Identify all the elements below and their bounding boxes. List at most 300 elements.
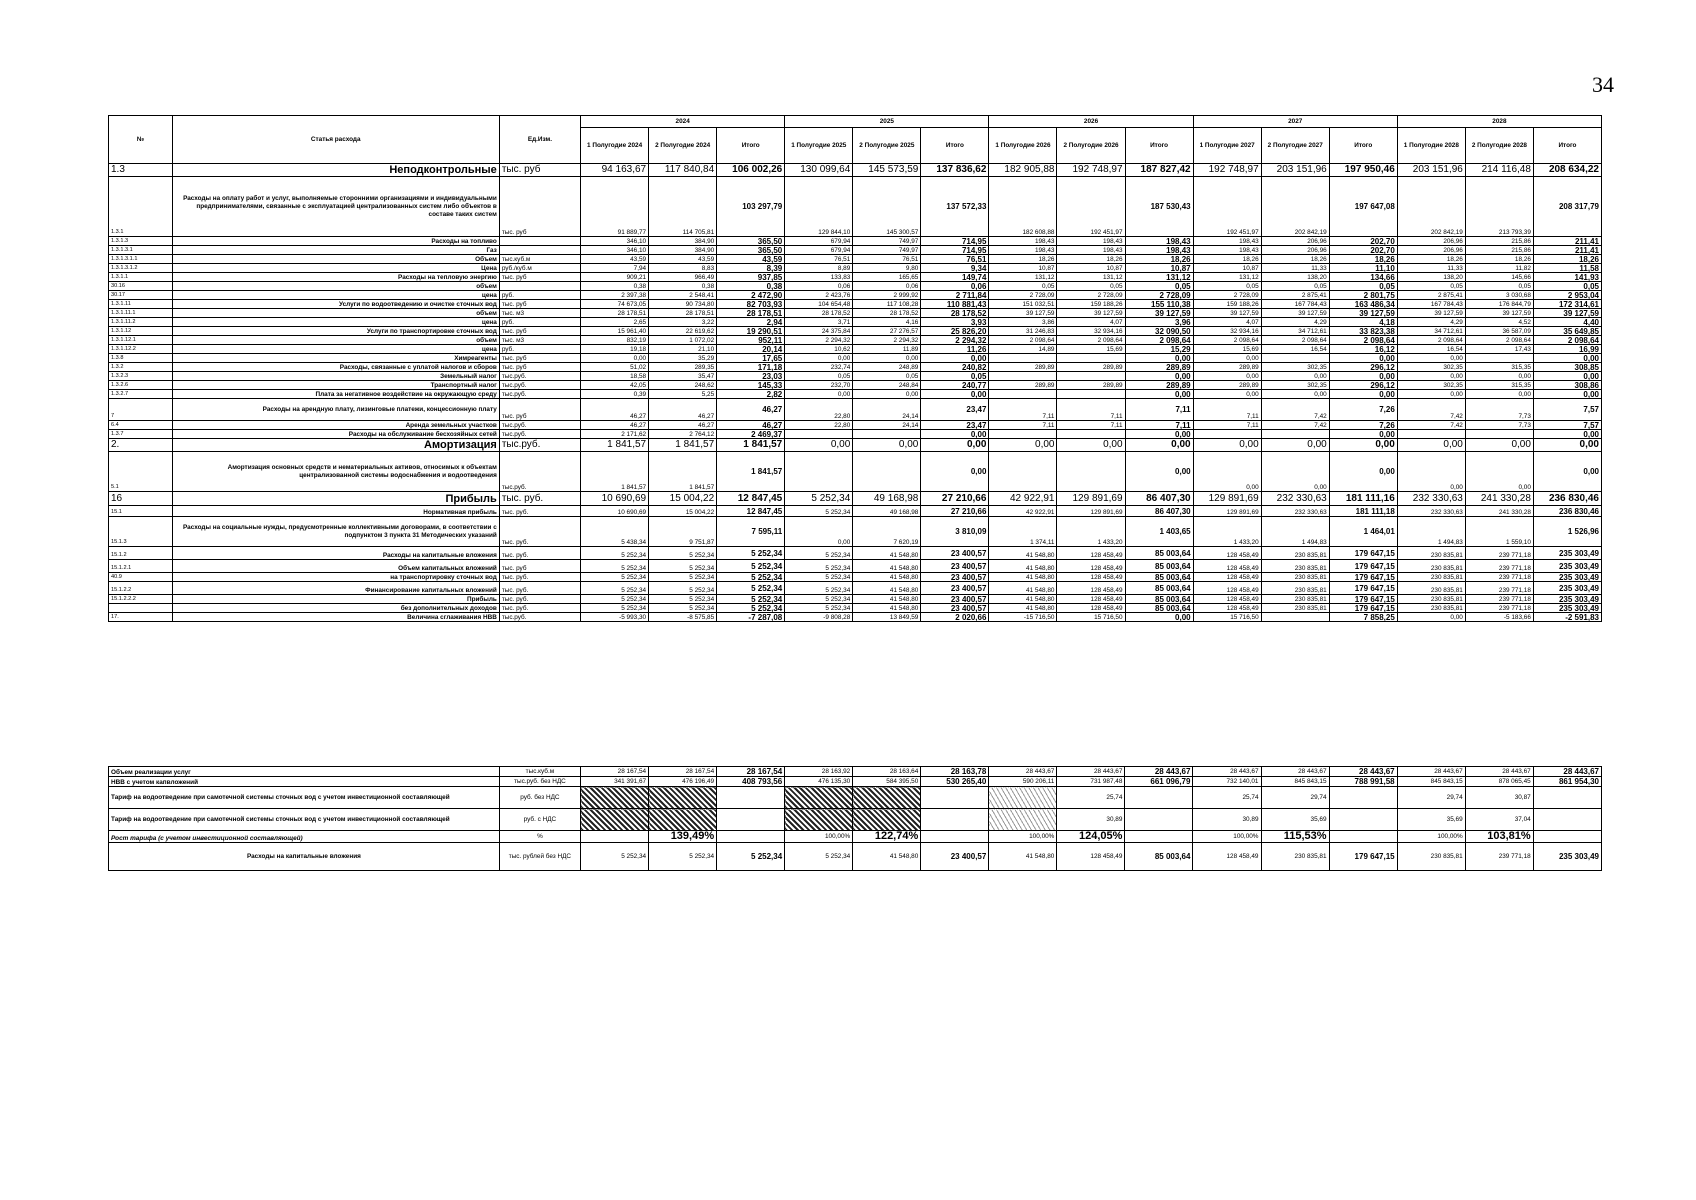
value-cell: 192 748,97 <box>1057 164 1125 177</box>
value-cell: 106 002,26 <box>717 164 785 177</box>
table-row <box>109 255 1602 264</box>
cost-table <box>108 115 1602 622</box>
value-cell: 192 748,97 <box>1193 164 1261 177</box>
value-cell: 2,82 <box>717 390 785 399</box>
row-number: 2. <box>109 439 173 452</box>
summary-value-cell: 122,74% <box>853 831 921 843</box>
value-cell: 41 548,80 <box>989 595 1057 604</box>
header-year: 2025 <box>785 116 989 128</box>
value-cell: 235 303,49 <box>1533 547 1601 560</box>
value-cell: 15,69 <box>1057 345 1125 354</box>
value-cell: 5 252,34 <box>717 560 785 573</box>
value-cell: 0,06 <box>785 282 853 291</box>
value-cell: 39 127,59 <box>989 309 1057 318</box>
value-cell: 41 548,80 <box>853 547 921 560</box>
row-number: 1.3.1.11.2 <box>109 318 173 327</box>
value-cell: 239 771,18 <box>1465 573 1533 582</box>
table-row <box>109 246 1602 255</box>
row-item-name: Расходы, связанные с уплатой налогов и сборов <box>172 363 499 372</box>
value-cell: 289,89 <box>1125 381 1193 390</box>
value-cell: 235 303,49 <box>1533 560 1601 573</box>
value-cell <box>989 390 1057 399</box>
row-item-name: Расходы на социальные нужды, предусмотренные коллективными договорами, в соответствии с подпунктом 3 пункта 31 Методических указаний <box>172 517 499 547</box>
value-cell: 9,34 <box>921 264 989 273</box>
value-cell: 179 647,15 <box>1329 560 1397 573</box>
value-cell: 151 032,51 <box>989 300 1057 309</box>
value-cell: 20,14 <box>717 345 785 354</box>
value-cell: 0,00 <box>921 354 989 363</box>
value-cell: 39 127,59 <box>1465 309 1533 318</box>
value-cell: -2 591,83 <box>1533 613 1601 622</box>
value-cell: 82 703,93 <box>717 300 785 309</box>
value-cell: 230 835,81 <box>1261 547 1329 560</box>
summary-value-cell: 25,74 <box>1057 787 1125 809</box>
summary-item-name: Расходы на капитальные вложения <box>109 843 500 871</box>
value-cell: 5 252,34 <box>649 595 717 604</box>
value-cell: 41 548,80 <box>853 595 921 604</box>
value-cell: 39 127,59 <box>1329 309 1397 318</box>
value-cell: 18,26 <box>1465 255 1533 264</box>
value-cell: 0,00 <box>989 439 1057 452</box>
value-cell: 42,05 <box>581 381 649 390</box>
summary-value-cell <box>1329 787 1397 809</box>
summary-value-cell: 239 771,18 <box>1465 843 1533 871</box>
value-cell: 12 847,45 <box>717 506 785 517</box>
table-row <box>109 164 1602 177</box>
value-cell: 213 793,39 <box>1465 177 1533 237</box>
value-cell: 17,65 <box>717 354 785 363</box>
value-cell: 138,20 <box>1261 273 1329 282</box>
row-item-name: объем <box>172 336 499 345</box>
value-cell: 7,11 <box>989 421 1057 430</box>
value-cell <box>1465 354 1533 363</box>
value-cell: 42 922,91 <box>989 492 1057 506</box>
header-period: Итого <box>1533 128 1601 164</box>
value-cell: 230 835,81 <box>1397 547 1465 560</box>
value-cell: 0,05 <box>1397 282 1465 291</box>
value-cell: 149,74 <box>921 273 989 282</box>
value-cell: 7,11 <box>1057 421 1125 430</box>
value-cell: 39 127,59 <box>1125 309 1193 318</box>
value-cell: 165,65 <box>853 273 921 282</box>
value-cell: 32 934,16 <box>1057 327 1125 336</box>
value-cell: 23 400,57 <box>921 573 989 582</box>
summary-value-cell <box>1125 831 1193 843</box>
value-cell: 46,27 <box>649 399 717 421</box>
value-cell: 966,49 <box>649 273 717 282</box>
value-cell: 41 548,80 <box>989 560 1057 573</box>
value-cell: 3 030,68 <box>1465 291 1533 300</box>
table-row <box>109 573 1602 582</box>
value-cell: 86 407,30 <box>1125 506 1193 517</box>
table-row <box>109 177 1602 237</box>
value-cell: 11,33 <box>1261 264 1329 273</box>
summary-value-cell: 408 793,56 <box>717 777 785 787</box>
value-cell: 198,43 <box>989 246 1057 255</box>
row-number: 1.3.1.11.1 <box>109 309 173 318</box>
row-item-name: Неподконтрольные <box>172 164 499 177</box>
value-cell: 28 178,52 <box>853 309 921 318</box>
row-item-name: Расходы на тепловую энергию <box>172 273 499 282</box>
value-cell: 384,90 <box>649 237 717 246</box>
value-cell: 131,12 <box>1125 273 1193 282</box>
value-cell: 179 647,15 <box>1329 595 1397 604</box>
value-cell: 832,19 <box>581 336 649 345</box>
value-cell: 230 835,81 <box>1261 604 1329 613</box>
value-cell: 0,00 <box>1329 354 1397 363</box>
value-cell: 16,54 <box>1397 345 1465 354</box>
row-number: 15.1.2 <box>109 547 173 560</box>
row-unit: тыс.руб. <box>499 421 580 430</box>
value-cell: 128 458,49 <box>1193 604 1261 613</box>
value-cell: 1 494,83 <box>1397 517 1465 547</box>
value-cell: 28 178,51 <box>717 309 785 318</box>
value-cell: 15 961,40 <box>581 327 649 336</box>
value-cell <box>785 452 853 492</box>
value-cell: 7,57 <box>1533 399 1601 421</box>
value-cell: 215,86 <box>1465 246 1533 255</box>
summary-value-cell: 845 843,15 <box>1397 777 1465 787</box>
value-cell: 4,16 <box>853 318 921 327</box>
value-cell: 230 835,81 <box>1397 604 1465 613</box>
value-cell: 289,35 <box>649 363 717 372</box>
header-period: 2 Полугодие 2027 <box>1261 128 1329 164</box>
value-cell: 2 728,09 <box>989 291 1057 300</box>
value-cell: 39 127,59 <box>1261 309 1329 318</box>
row-number: 1.3.2.7 <box>109 390 173 399</box>
summary-value-cell: 139,49% <box>649 831 717 843</box>
summary-value-cell <box>581 787 649 809</box>
value-cell: 5 252,34 <box>649 560 717 573</box>
value-cell: 23,03 <box>717 372 785 381</box>
value-cell: 235 303,49 <box>1533 573 1601 582</box>
summary-value-cell: 28 443,67 <box>1465 767 1533 777</box>
value-cell: 39 127,59 <box>1533 309 1601 318</box>
row-unit: тыс. руб. <box>499 595 580 604</box>
value-cell: 18,26 <box>1125 255 1193 264</box>
value-cell: 7,73 <box>1465 399 1533 421</box>
row-number: 5.1 <box>109 452 173 492</box>
value-cell: 36 587,09 <box>1465 327 1533 336</box>
value-cell: 23 400,57 <box>921 547 989 560</box>
value-cell: 0,00 <box>581 354 649 363</box>
value-cell: 1 841,57 <box>717 452 785 492</box>
row-item-name: Расходы на обслуживание бесхозяйных сетей <box>172 430 499 439</box>
value-cell: 91 889,77 <box>581 177 649 237</box>
header-period: Итого <box>921 128 989 164</box>
row-item-name: Амортизация <box>172 439 499 452</box>
value-cell: 7,42 <box>1261 399 1329 421</box>
value-cell: 4,07 <box>1193 318 1261 327</box>
value-cell: 211,41 <box>1533 237 1601 246</box>
value-cell: 232 330,63 <box>1261 492 1329 506</box>
value-cell: 46,27 <box>649 421 717 430</box>
value-cell: 239 771,18 <box>1465 560 1533 573</box>
value-cell: 41 548,80 <box>989 604 1057 613</box>
summary-value-cell: 100,00% <box>1397 831 1465 843</box>
value-cell: 296,12 <box>1329 381 1397 390</box>
value-cell: 0,05 <box>921 372 989 381</box>
row-unit: тыс.куб.м <box>499 255 580 264</box>
value-cell: 198,43 <box>1125 246 1193 255</box>
value-cell: 0,00 <box>1329 452 1397 492</box>
row-number: 1.3.1.12.2 <box>109 345 173 354</box>
summary-value-cell: 28 443,67 <box>1261 767 1329 777</box>
value-cell: 2 764,12 <box>649 430 717 439</box>
row-number: 30.17 <box>109 291 173 300</box>
value-cell: 0,00 <box>1397 452 1465 492</box>
row-item-name: Амортизация основных средств и нематериальных активов, относимых к объектам централизованной системы водоснабжения и водоотведения <box>172 452 499 492</box>
value-cell: 1 841,57 <box>717 439 785 452</box>
value-cell: 28 178,51 <box>581 309 649 318</box>
value-cell: 179 647,15 <box>1329 582 1397 595</box>
summary-value-cell: 35,69 <box>1397 809 1465 831</box>
value-cell: 11,10 <box>1329 264 1397 273</box>
value-cell: 76,51 <box>785 255 853 264</box>
row-item-name: Плата за негативное воздействие на окружающую среду <box>172 390 499 399</box>
row-number <box>109 604 173 613</box>
value-cell: 714,95 <box>921 237 989 246</box>
value-cell: 2 294,32 <box>921 336 989 345</box>
value-cell: 202,70 <box>1329 246 1397 255</box>
value-cell: 2 098,64 <box>1533 336 1601 345</box>
value-cell: 7,94 <box>581 264 649 273</box>
value-cell: 18,26 <box>1057 255 1125 264</box>
row-number: 16 <box>109 492 173 506</box>
value-cell: 0,00 <box>1261 390 1329 399</box>
row-number: 15.1.2.2.2 <box>109 595 173 604</box>
table-row <box>109 390 1602 399</box>
value-cell: 128 458,49 <box>1057 595 1125 604</box>
value-cell: 35,29 <box>649 354 717 363</box>
value-cell: 5 252,34 <box>649 582 717 595</box>
value-cell: 0,00 <box>1193 390 1261 399</box>
value-cell: 1 559,10 <box>1465 517 1533 547</box>
value-cell: 5 252,34 <box>785 604 853 613</box>
value-cell: 43,59 <box>581 255 649 264</box>
value-cell: 239 771,18 <box>1465 547 1533 560</box>
summary-unit: тыс.руб. без НДС <box>499 777 580 787</box>
value-cell: 179 647,15 <box>1329 573 1397 582</box>
value-cell: 46,27 <box>581 421 649 430</box>
summary-value-cell <box>1125 787 1193 809</box>
summary-value-cell: 28 163,78 <box>921 767 989 777</box>
value-cell: 5 252,34 <box>785 573 853 582</box>
value-cell: 1 841,57 <box>581 439 649 452</box>
value-cell: 23 400,57 <box>921 560 989 573</box>
value-cell: 232,74 <box>785 363 853 372</box>
value-cell: 28 178,51 <box>649 309 717 318</box>
value-cell: 43,59 <box>649 255 717 264</box>
row-item-name: цена <box>172 318 499 327</box>
value-cell: 2 801,75 <box>1329 291 1397 300</box>
summary-value-cell: 28 443,67 <box>989 767 1057 777</box>
value-cell: 198,43 <box>1193 237 1261 246</box>
value-cell: 134,66 <box>1329 273 1397 282</box>
summary-value-cell: 661 096,79 <box>1125 777 1193 787</box>
summary-value-cell: 476 196,49 <box>649 777 717 787</box>
value-cell: 232 330,63 <box>1397 492 1465 506</box>
value-cell: 5 252,34 <box>785 560 853 573</box>
value-cell: 302,35 <box>1397 363 1465 372</box>
row-number: 1.3.1.3.1.2 <box>109 264 173 273</box>
value-cell: 0,00 <box>1125 354 1193 363</box>
row-unit <box>499 237 580 246</box>
value-cell: 35 649,85 <box>1533 327 1601 336</box>
value-cell: 10 690,69 <box>581 492 649 506</box>
value-cell: 3,96 <box>1125 318 1193 327</box>
summary-value-cell: 28 443,67 <box>1125 767 1193 777</box>
value-cell: 5 252,34 <box>581 573 649 582</box>
value-cell: 117 108,28 <box>853 300 921 309</box>
header-period: 1 Полугодие 2025 <box>785 128 853 164</box>
value-cell <box>1057 372 1125 381</box>
summary-value-cell: 28 443,67 <box>1193 767 1261 777</box>
summary-value-cell <box>1125 809 1193 831</box>
value-cell: 7,26 <box>1329 421 1397 430</box>
value-cell: 7,57 <box>1533 421 1601 430</box>
header-period: 2 Полугодие 2026 <box>1057 128 1125 164</box>
row-item-name: Прибыль <box>172 492 499 506</box>
value-cell: 230 835,81 <box>1397 582 1465 595</box>
value-cell: 41 548,80 <box>989 573 1057 582</box>
value-cell: 7,42 <box>1397 399 1465 421</box>
row-unit: тыс. м3 <box>499 336 580 345</box>
value-cell: 206,96 <box>1261 237 1329 246</box>
value-cell: 230 835,81 <box>1261 582 1329 595</box>
value-cell: 155 110,38 <box>1125 300 1193 309</box>
row-item-name: Химреагенты <box>172 354 499 363</box>
value-cell: 346,10 <box>581 237 649 246</box>
summary-value-cell <box>717 809 785 831</box>
value-cell: 18,26 <box>1533 255 1601 264</box>
row-unit: тыс. руб. <box>499 582 580 595</box>
value-cell: 240,82 <box>921 363 989 372</box>
header-unit: Ед.Изм. <box>499 116 580 164</box>
value-cell: 0,00 <box>1125 439 1193 452</box>
value-cell: 2 098,64 <box>1397 336 1465 345</box>
row-unit: тыс. руб. <box>499 573 580 582</box>
summary-value-cell: 23 400,57 <box>921 843 989 871</box>
summary-item-name: Объем реализации услуг <box>109 767 500 777</box>
value-cell: 2 728,09 <box>1057 291 1125 300</box>
value-cell: 239 771,18 <box>1465 595 1533 604</box>
value-cell: 1 841,57 <box>581 452 649 492</box>
summary-value-cell <box>921 787 989 809</box>
value-cell <box>1397 430 1465 439</box>
value-cell: -8 575,85 <box>649 613 717 622</box>
value-cell: 198,43 <box>1193 246 1261 255</box>
value-cell: 749,97 <box>853 246 921 255</box>
row-number: 1.3.7 <box>109 430 173 439</box>
value-cell: 5 252,34 <box>785 582 853 595</box>
value-cell: 179 647,15 <box>1329 604 1397 613</box>
value-cell: 289,89 <box>1057 381 1125 390</box>
value-cell: 2,65 <box>581 318 649 327</box>
value-cell: 0,00 <box>785 390 853 399</box>
row-item-name: Нормативная прибыль <box>172 506 499 517</box>
value-cell: 23 400,57 <box>921 582 989 595</box>
summary-unit: % <box>499 831 580 843</box>
summary-value-cell: 100,00% <box>989 831 1057 843</box>
value-cell: 5 252,34 <box>649 573 717 582</box>
value-cell: 289,89 <box>989 381 1057 390</box>
value-cell: 0,00 <box>1125 613 1193 622</box>
row-number: 40.9 <box>109 573 173 582</box>
table-row <box>109 381 1602 390</box>
table-row <box>109 345 1602 354</box>
value-cell: 18,26 <box>1329 255 1397 264</box>
value-cell: 5 252,34 <box>785 595 853 604</box>
value-cell: 128 458,49 <box>1057 604 1125 613</box>
summary-value-cell: 29,74 <box>1397 787 1465 809</box>
value-cell: 110 881,43 <box>921 300 989 309</box>
value-cell: 41 548,80 <box>853 560 921 573</box>
summary-value-cell: 5 252,34 <box>717 843 785 871</box>
summary-value-cell: 30,87 <box>1465 787 1533 809</box>
row-item-name: Услуги по транспортировке сточных вод <box>172 327 499 336</box>
value-cell: 230 835,81 <box>1261 560 1329 573</box>
row-unit: тыс. руб <box>499 177 580 237</box>
value-cell: 0,00 <box>1261 372 1329 381</box>
row-number: 7 <box>109 399 173 421</box>
summary-value-cell: 25,74 <box>1193 787 1261 809</box>
table-row <box>109 318 1602 327</box>
row-unit: тыс. руб. <box>499 604 580 613</box>
summary-value-cell: 28 167,54 <box>649 767 717 777</box>
row-unit: тыс.руб. <box>499 613 580 622</box>
value-cell: 12 847,45 <box>717 492 785 506</box>
value-cell: 0,00 <box>1465 439 1533 452</box>
header-period: Итого <box>1125 128 1193 164</box>
value-cell: 3 810,09 <box>921 517 989 547</box>
value-cell: 7,11 <box>1125 399 1193 421</box>
value-cell: 171,18 <box>717 363 785 372</box>
value-cell: 3,71 <box>785 318 853 327</box>
header-year: 2027 <box>1193 116 1397 128</box>
value-cell: 0,00 <box>1125 390 1193 399</box>
value-cell: 128 458,49 <box>1193 560 1261 573</box>
value-cell: 0,05 <box>1193 282 1261 291</box>
summary-row <box>109 809 1602 831</box>
value-cell: 302,35 <box>1397 381 1465 390</box>
value-cell: 5 438,34 <box>581 517 649 547</box>
row-number: 1.3.8 <box>109 354 173 363</box>
value-cell: 235 303,49 <box>1533 604 1601 613</box>
summary-value-cell: 530 265,40 <box>921 777 989 787</box>
value-cell: 2 294,32 <box>853 336 921 345</box>
summary-value-cell: 28 167,54 <box>717 767 785 777</box>
value-cell: 172 314,61 <box>1533 300 1601 309</box>
value-cell: 43,59 <box>717 255 785 264</box>
value-cell: 15,69 <box>1193 345 1261 354</box>
value-cell: 2 472,90 <box>717 291 785 300</box>
value-cell: -7 287,08 <box>717 613 785 622</box>
value-cell: 0,38 <box>649 282 717 291</box>
row-number: 1.3.1.1 <box>109 273 173 282</box>
value-cell: 16,99 <box>1533 345 1601 354</box>
value-cell: 16,12 <box>1329 345 1397 354</box>
summary-value-cell <box>1329 809 1397 831</box>
row-item-name: на транспортировку сточных вод <box>172 573 499 582</box>
value-cell: 25 826,20 <box>921 327 989 336</box>
row-unit: тыс. руб <box>499 354 580 363</box>
value-cell: 346,10 <box>581 246 649 255</box>
value-cell: 3,22 <box>649 318 717 327</box>
value-cell: 241 330,28 <box>1465 506 1533 517</box>
value-cell: 315,35 <box>1465 381 1533 390</box>
value-cell: 5,25 <box>649 390 717 399</box>
